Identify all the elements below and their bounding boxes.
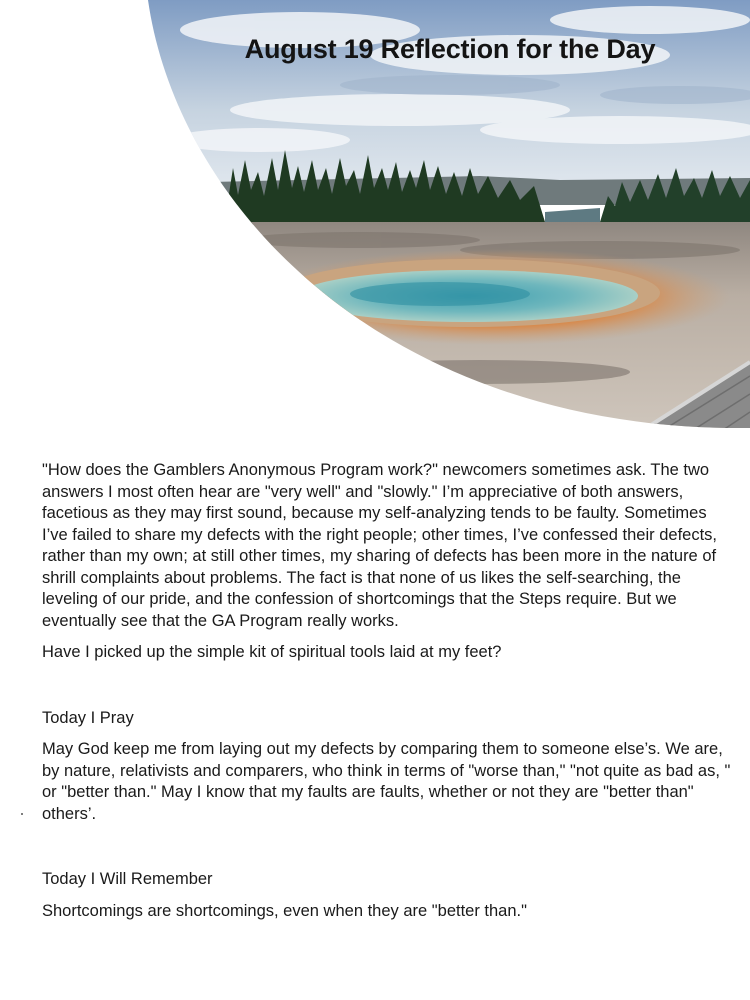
stray-dot bbox=[21, 813, 23, 815]
reflection-question: Have I picked up the simple kit of spiritual tools laid at my feet? bbox=[42, 643, 502, 661]
reflection-paragraph: "How does the Gamblers Anonymous Program work?" newcomers sometimes ask. The two answers I most often hear are "very well" and "slowly." I’m appreciative of both answers, facetious as they may first sound, because my self-analyzing tends to be faulty. Sometimes I’ve failed to share my defects with the right people; other times, I’ve confessed their defects, rather than my own; at still other times, my sharing of defects has been more in the nature of shrill complaints about problems. The fact is that none of us likes the self-searching, the leveling of our pride, and the confession of shortcomings that the Steps require. But we eventually see that the GA Program really works. bbox=[42, 461, 718, 630]
pray-heading: Today I Pray bbox=[42, 708, 134, 727]
remember-text: Shortcomings are shortcomings, even when they are "better than." bbox=[42, 901, 527, 920]
pray-text: May God keep me from laying out my defects by comparing them to someone else’s. We are, by nature, relativists and comparers, who think in terms of "worse than," "not quite as bad as, " or "better than." May I know that my faults are faults, whether or not they are "better than" others’. bbox=[42, 740, 731, 823]
reflection-content bbox=[42, 460, 732, 922]
remember-heading: Today I Will Remember bbox=[42, 870, 213, 888]
page-title: August 19 Reflection for the Day bbox=[244, 34, 656, 64]
